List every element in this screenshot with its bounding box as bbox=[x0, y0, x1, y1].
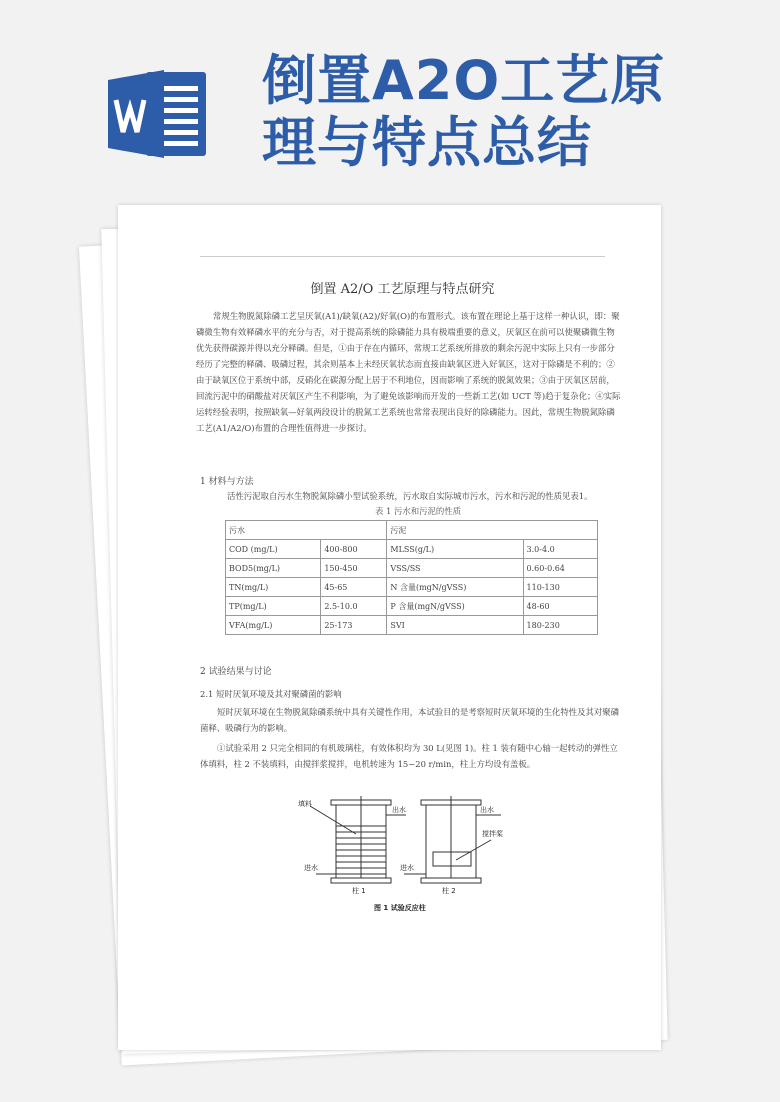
table-header: 污泥 bbox=[387, 521, 598, 540]
cell: 180-230 bbox=[523, 616, 597, 635]
reactor-figure bbox=[296, 796, 512, 918]
cell: COD (mg/L) bbox=[226, 540, 321, 559]
table-row bbox=[226, 597, 598, 616]
title-line: 倒置A2O工艺原 bbox=[262, 49, 666, 112]
section-heading: 1 材料与方法 bbox=[200, 477, 254, 487]
section-text: 活性污泥取自污水生物脱氮除磷小型试验系统，污水取自实际城市污水，污水和污泥的性质见表1。 bbox=[227, 491, 593, 501]
title-line: 理与特点总结 bbox=[262, 111, 592, 174]
divider bbox=[200, 256, 605, 257]
table-caption: 表 1 污水和污泥的性质 bbox=[375, 506, 462, 516]
cell: 25-173 bbox=[321, 616, 387, 635]
cell: MLSS(g/L) bbox=[387, 540, 523, 559]
cell: 150-450 bbox=[321, 559, 387, 578]
label-inlet: 进水 bbox=[400, 864, 414, 872]
cell: BOD5(mg/L) bbox=[226, 559, 321, 578]
cell: VFA(mg/L) bbox=[226, 616, 321, 635]
intro-paragraph: 常规生物脱氮除磷工艺呈厌氧(A1)/缺氧(A2)/好氧(O)的布置形式。该布置在理论上基于这样一种认识，即：聚磷微生物有效释磷水平的充分与否，对于提高系统的除磷能力具有极端重要的意义，厌氧区在前可以使聚磷微生物优先获得碳源并得以充分释磷。但是，①由于存在内循环，常规工艺系统所排放的剩余污泥中实际上只有一步部分经历了完整的释磷、吸磷过程，其余则基本上未经厌氧状态而直接由缺氧区进入好氧区，这对于除磷是不利的；②由于缺氧区位于系统中部，反硝化在碳源分配上居于不利地位，因而影响了系统的脱氮效果；③由于厌氧区居前，回流污泥中的硝酸盐对厌氧区产生不利影响，为了避免该影响而开发的一些新工艺(如 UCT 等)趋于复杂化；④实际运转经验表明，按照缺氧—好氧两段设计的脱氮工艺系统也常常表现出良好的除磷能力。因此，常规生物脱氮除磷工艺(A1/A2/O)布置的合理性值得进一步探讨。 bbox=[196, 311, 621, 433]
page-title bbox=[262, 50, 665, 174]
table-header: 污水 bbox=[226, 521, 387, 540]
label-outlet: 出水 bbox=[392, 806, 406, 814]
table-row bbox=[226, 540, 598, 559]
cell: P 含量(mgN/gVSS) bbox=[387, 597, 523, 616]
document-title: 倒置 A2/O 工艺原理与特点研究 bbox=[310, 282, 495, 297]
cell: TP(mg/L) bbox=[226, 597, 321, 616]
cell: 400-800 bbox=[321, 540, 387, 559]
word-icon bbox=[108, 66, 208, 162]
cell: 110-130 bbox=[523, 578, 597, 597]
label-inlet: 进水 bbox=[304, 864, 318, 872]
paragraph: 短时厌氧环境在生物脱氮除磷系统中具有关键性作用，本试验目的是考察短时厌氧环境的生化特性及其对聚磷菌释、吸磷行为的影响。 bbox=[200, 707, 619, 733]
cell: SVI bbox=[387, 616, 523, 635]
figure-caption: 图 1 试验反应柱 bbox=[374, 904, 426, 912]
label-column-1: 柱 1 bbox=[352, 887, 366, 895]
section-heading: 2 试验结果与讨论 bbox=[200, 667, 272, 677]
cell: 48-60 bbox=[523, 597, 597, 616]
label-paddle: 搅拌桨 bbox=[482, 830, 503, 838]
cell: 45-65 bbox=[321, 578, 387, 597]
cell: TN(mg/L) bbox=[226, 578, 321, 597]
cell: N 含量(mgN/gVSS) bbox=[387, 578, 523, 597]
paragraph: ①试验采用 2 只完全相同的有机玻璃柱，有效体积均为 30 L(见图 1)。柱 1 装有随中心轴一起转动的弹性立体填料，柱 2 不装填料，由搅拌浆搅拌，电机转速为 15~20 r/min，柱上方均设有盖板。 bbox=[200, 743, 618, 769]
table-row bbox=[226, 616, 598, 635]
table-row bbox=[226, 578, 598, 597]
cell: 2.5-10.0 bbox=[321, 597, 387, 616]
label-column-2: 柱 2 bbox=[442, 887, 456, 895]
cell: 3.0-4.0 bbox=[523, 540, 597, 559]
subsection-heading: 2.1 短时厌氧环境及其对聚磷菌的影响 bbox=[200, 689, 342, 699]
table-row bbox=[226, 559, 598, 578]
cell: VSS/SS bbox=[387, 559, 523, 578]
cell: 0.60-0.64 bbox=[523, 559, 597, 578]
label-filler: 填料 bbox=[298, 800, 312, 808]
label-outlet: 出水 bbox=[480, 806, 494, 814]
table-1 bbox=[225, 490, 598, 635]
